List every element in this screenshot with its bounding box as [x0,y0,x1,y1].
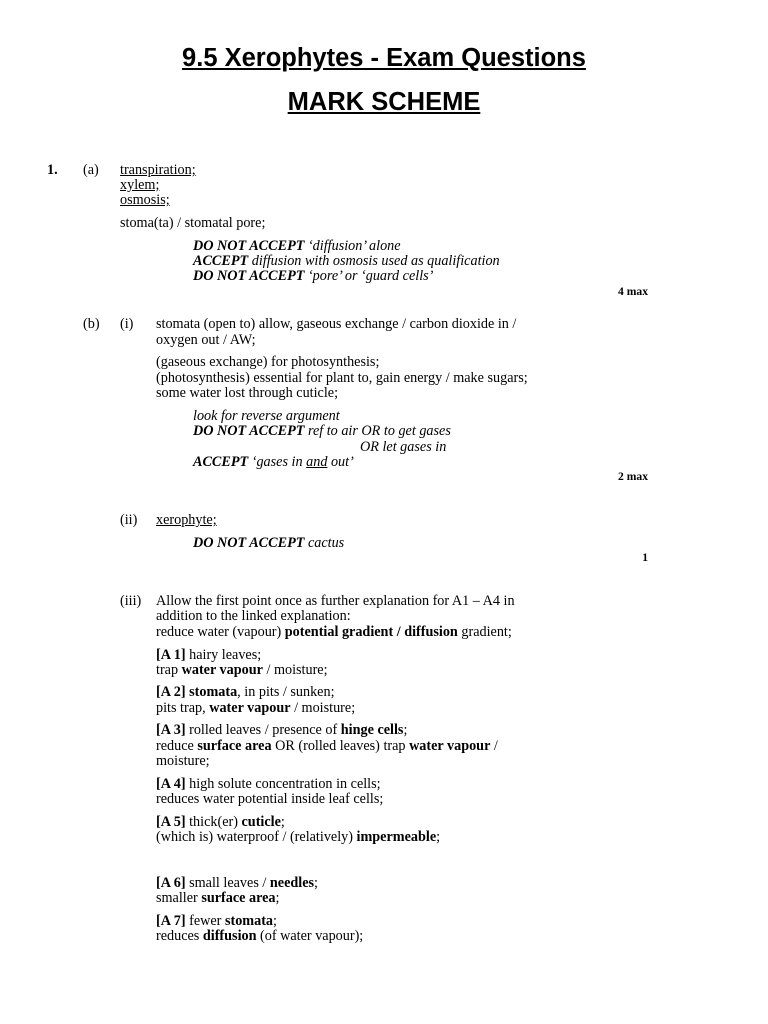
point-heading [156,722,407,738]
point-text: smaller [156,890,202,906]
point-heading [156,776,381,792]
point-text: ; [314,875,318,891]
point-id: [A 1] [156,647,186,663]
note-keyword: ACCEPT [193,454,249,470]
point-heading [156,814,285,830]
point-text: gradient; [457,624,512,640]
note-text: ‘diffusion’ alone [304,238,401,254]
instruction-line: addition to the linked explanation: [156,608,351,624]
point-heading [156,647,261,663]
point-text: pits trap, [156,700,210,716]
answer-line: xerophyte; [156,512,217,528]
point-id: [A 7] [156,913,186,929]
point-text: ; [403,722,408,738]
point-explanation [156,738,498,754]
subtitle-block [0,87,768,117]
point-text: hairy leaves; [185,647,262,663]
point-explanation [156,662,328,678]
point-text: ; [275,890,280,906]
point-keyword: cuticle [241,814,281,830]
examiner-note [193,454,354,470]
point-text: reduces [156,928,203,944]
note-keyword: ACCEPT [193,253,249,269]
question-number: 1. [47,162,58,178]
point-text: (which is) waterproof / (relatively) [156,829,357,845]
marks-allocation: 2 max [618,470,648,483]
point-heading [156,875,318,891]
answer-line: (photosynthesis) essential for plant to, gain energy / make sugars; [156,370,528,386]
point-keyword: impermeable [356,829,437,845]
point-text: / moisture; [262,662,328,678]
title-block [0,43,768,73]
point-text: reduce water (vapour) [156,624,285,640]
point-keyword: diffusion [202,928,257,944]
point-text: small leaves / [185,875,270,891]
point-text: thick(er) [185,814,242,830]
point-explanation [156,890,279,906]
point-explanation [156,700,355,716]
point-id: [A 5] [156,814,186,830]
examiner-note [193,253,500,269]
note-keyword: DO NOT ACCEPT [193,268,305,284]
answer-line: (gaseous exchange) for photosynthesis; [156,354,380,370]
point-keyword: water vapour [181,662,263,678]
point-text: ; [280,814,285,830]
answer-line: oxygen out / AW; [156,332,256,348]
point-explanation [156,829,440,845]
instruction-line: Allow the first point once as further explanation for A1 – A4 in [156,593,515,609]
point-id: [A 2] stomata [156,684,238,700]
point-heading [156,684,335,700]
marks-allocation: 1 [642,551,648,564]
answer-line: transpiration; [120,162,196,178]
note-keyword: DO NOT ACCEPT [193,423,305,439]
part-a-label: (a) [83,162,99,178]
answer-line: xylem; [120,177,160,193]
point-text: / moisture; [290,700,356,716]
general-point [156,624,512,640]
point-keyword: surface area [201,890,276,906]
point-text: (of water vapour); [256,928,364,944]
examiner-note [193,268,433,284]
point-text: trap [156,662,182,678]
note-text: ‘gases in [248,454,307,470]
note-text: out’ [327,454,354,470]
note-keyword: DO NOT ACCEPT [193,535,305,551]
subpart-i-label: (i) [120,316,134,332]
examiner-note [193,535,344,551]
point-text: / [490,738,498,754]
point-keyword: hinge cells [340,722,404,738]
point-keyword: stomata [224,913,274,929]
note-keyword: DO NOT ACCEPT [193,238,305,254]
point-text: reduce [156,738,198,754]
point-keyword: potential gradient / diffusion [284,624,458,640]
answer-line: some water lost through cuticle; [156,385,339,401]
note-text: diffusion with osmosis used as qualification [248,253,500,269]
point-text: ; [436,829,441,845]
subpart-iii-label: (iii) [120,593,142,609]
examiner-note [193,238,401,254]
point-id: [A 4] [156,776,186,792]
point-text: OR (rolled leaves) trap [271,738,410,754]
point-explanation: moisture; [156,753,210,769]
point-keyword: surface area [197,738,272,754]
part-b-label: (b) [83,316,100,332]
point-explanation [156,928,363,944]
answer-line: osmosis; [120,192,170,208]
point-id: [A 6] [156,875,186,891]
marks-allocation: 4 max [618,285,648,298]
document-title: 9.5 Xerophytes - Exam Questions [182,44,586,72]
examiner-note [193,423,451,439]
point-text: high solute concentration in cells; [185,776,381,792]
answer-line: stomata (open to) allow, gaseous exchange / carbon dioxide in / [156,316,517,332]
point-text: fewer [185,913,225,929]
note-emphasis: and [306,454,328,470]
note-text: cactus [304,535,345,551]
note-text: ref to air OR to get gases [304,423,451,439]
point-id: [A 3] [156,722,186,738]
point-keyword: needles [269,875,315,891]
point-explanation: reduces water potential inside leaf cells; [156,791,384,807]
mark-scheme-heading: MARK SCHEME [287,88,481,116]
examiner-note-continuation: OR let gases in [360,439,447,455]
subpart-ii-label: (ii) [120,512,138,528]
point-text: , in pits / sunken; [237,684,335,700]
point-keyword: water vapour [209,700,291,716]
point-heading [156,913,277,929]
note-text: ‘pore’ or ‘guard cells’ [304,268,434,284]
answer-line: stoma(ta) / stomatal pore; [120,215,266,231]
point-text: rolled leaves / presence of [185,722,341,738]
examiner-note: look for reverse argument [193,408,340,424]
point-text: ; [273,913,277,929]
point-keyword: water vapour [409,738,491,754]
